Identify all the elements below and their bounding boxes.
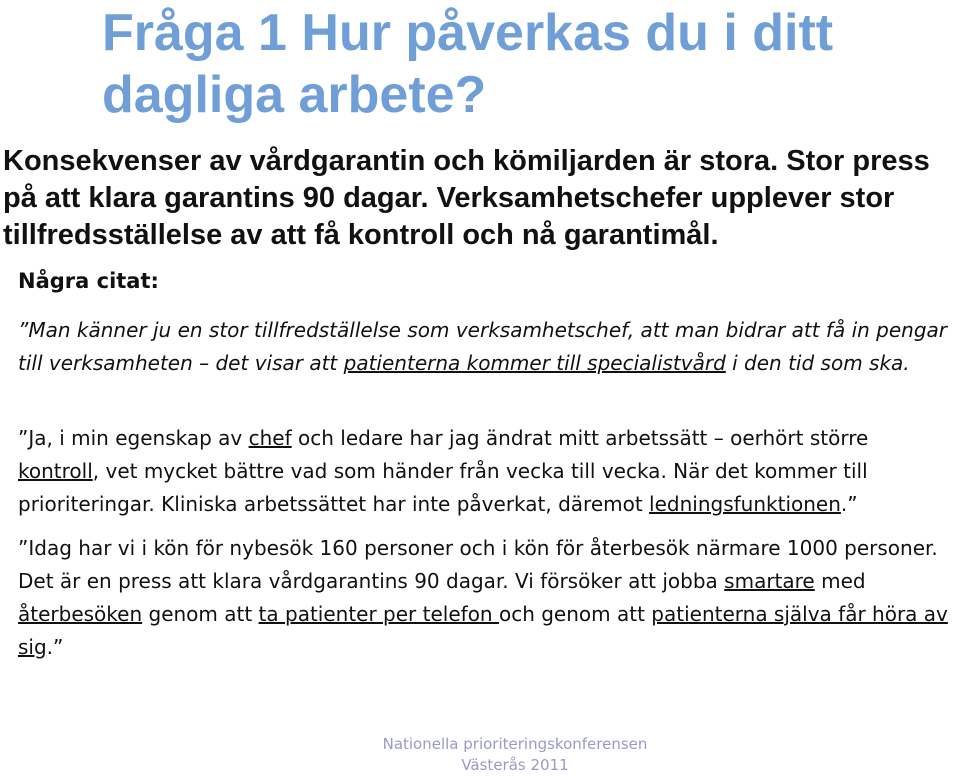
quote-2-text-4: .” <box>840 492 858 516</box>
quotes-heading: Några citat: <box>18 269 159 293</box>
quote-3-text-2: med <box>814 569 866 593</box>
quote-3-text-5: .” <box>46 635 64 659</box>
slide-title: Fråga 1 Hur påverkas du i ditt dagliga arbete? <box>102 4 834 124</box>
quote-2-underlined-2: kontroll <box>18 459 93 483</box>
quote-3-underlined-2: återbesöken <box>18 602 143 626</box>
quote-2 <box>18 422 948 521</box>
lead-paragraph: Konsekvenser av vårdgarantin och kömiljarden är stora. Stor press på att klara garantins 90 dagar. Verksamhetschefer upplever stor tillfredsställelse av att få kontroll och nå garantimål. <box>3 145 930 251</box>
quote-3-text-4: och genom att <box>498 602 652 626</box>
quote-1-underlined-1: patienterna kommer till specialistvård <box>343 351 726 375</box>
quote-1-text-2: i den tid som ska. <box>725 351 910 375</box>
quote-3 <box>18 532 948 664</box>
quote-2-text-1: ”Ja, i min egenskap av <box>18 426 249 450</box>
quote-3-text-3: genom att <box>142 602 259 626</box>
quote-3-underlined-4: patienterna själva får höra av sig <box>18 602 948 659</box>
quote-2-underlined-3: ledningsfunktionen <box>649 492 841 516</box>
quote-3-text-1: ”Idag har vi i kön för nybesök 160 personer och i kön för återbesök närmare 1000 personer. Det är en press att klara vårdgarantins 90 dagar. Vi försöker att jobba <box>18 536 938 593</box>
quote-1-text-1: ”Man känner ju en stor tillfredställelse som verksamhetschef, att man bidrar att få in pengar till verksamheten – det visar att <box>18 318 948 375</box>
footer-location-year: Västerås 2011 <box>461 756 569 774</box>
quote-3-underlined-1: smartare <box>724 569 815 593</box>
footer <box>300 734 730 776</box>
quote-2-text-2: och ledare har jag ändrat mitt arbetssätt – oerhört större <box>291 426 869 450</box>
quote-3-underlined-3: ta patienter per telefon <box>258 602 499 626</box>
footer-conference-name: Nationella prioriteringskonferensen <box>382 735 648 753</box>
quote-1 <box>18 314 948 380</box>
quote-2-underlined-1: chef <box>248 426 292 450</box>
quote-2-text-3: , vet mycket bättre vad som händer från vecka till vecka. När det kommer till prioriteringar. Kliniska arbetssättet har inte påverkat, däremot <box>18 459 868 516</box>
